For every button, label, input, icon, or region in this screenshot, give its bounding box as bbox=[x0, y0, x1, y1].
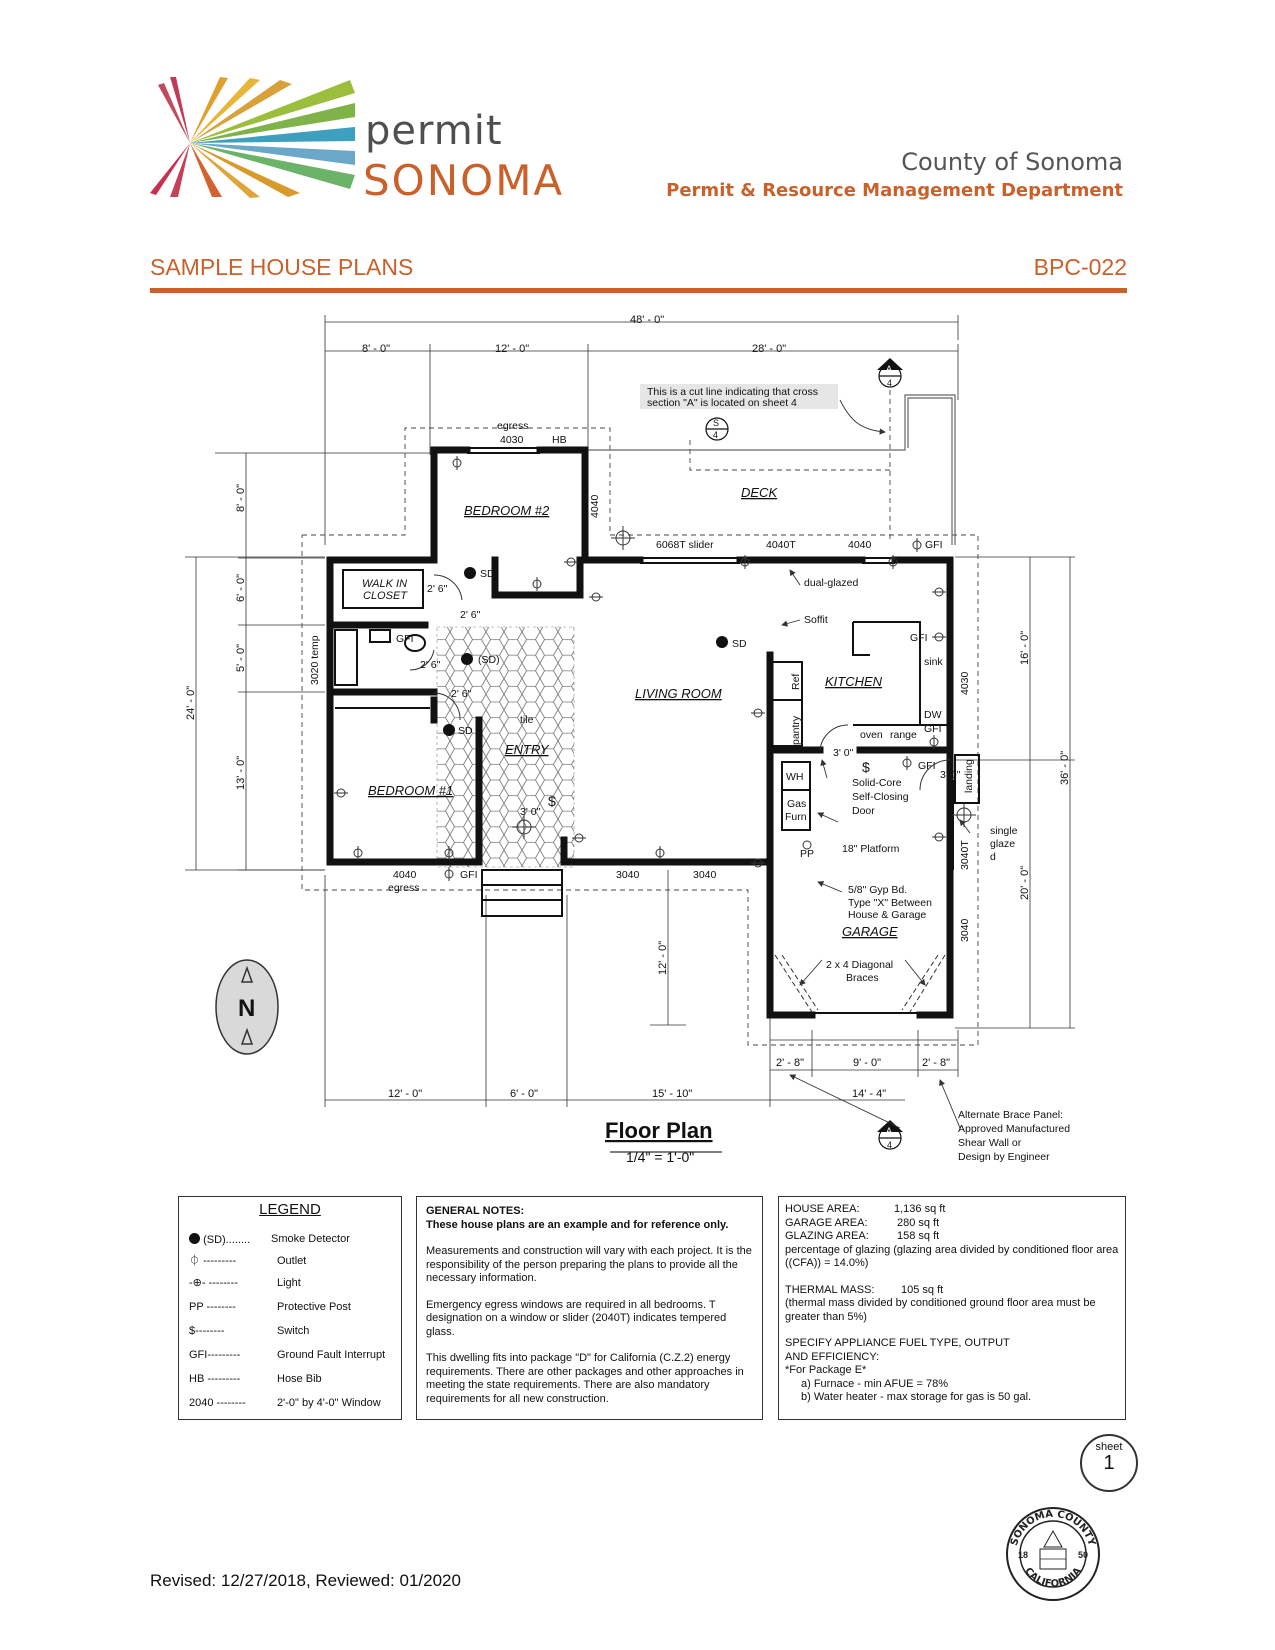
label-soffit: Soffit bbox=[804, 614, 828, 626]
legend-sym-light: -------- bbox=[208, 1277, 238, 1289]
label-switch-entry: $ bbox=[548, 793, 556, 809]
label-gfi-deck: GFI bbox=[925, 539, 943, 551]
notes-subheading: These house plans are an example and for reference only. bbox=[426, 1218, 729, 1231]
legend-title: LEGEND bbox=[259, 1201, 321, 1218]
fuel-furnace: a) Furnace - min AFUE = 78% bbox=[801, 1377, 949, 1390]
label-gyp-3: House & Garage bbox=[848, 909, 927, 921]
label-tile: tile bbox=[520, 714, 534, 726]
room-closet-a: WALK IN bbox=[362, 578, 408, 590]
label-window-4040t: 4040T bbox=[766, 539, 796, 551]
roof-line-dashed bbox=[302, 390, 978, 1045]
dim-porch-12: 12' - 0" bbox=[657, 940, 669, 975]
label-section-4-bottom: 4 bbox=[887, 1140, 893, 1150]
legend-label-gfi: Ground Fault Interrupt bbox=[277, 1349, 386, 1361]
label-sink: sink bbox=[924, 656, 943, 668]
label-door-landing: 3' 0" bbox=[940, 769, 961, 781]
brand-permit: permit bbox=[365, 108, 503, 154]
glazing-area-value: 158 sq ft bbox=[897, 1230, 940, 1242]
seal-year-left: 18 bbox=[1018, 1550, 1029, 1560]
label-oven: oven bbox=[860, 729, 883, 741]
smoke-detector-icon bbox=[189, 1233, 200, 1244]
label-window-3040-b: 3040 bbox=[693, 869, 717, 881]
label-dual-glazed: dual-glazed bbox=[804, 577, 859, 589]
label-alt-brace-1: Alternate Brace Panel: bbox=[958, 1109, 1064, 1121]
label-gyp-1: 5/8" Gyp Bd. bbox=[848, 884, 908, 896]
dim-garage-a: 2' - 8" bbox=[776, 1057, 805, 1069]
label-window-4030-top: 4030 bbox=[500, 434, 524, 446]
department-name: Permit & Resource Management Department bbox=[666, 180, 1123, 201]
label-section-a-top: A bbox=[886, 364, 893, 374]
notes-paragraph-3: This dwelling fits into package "D" for California (C.Z.2) energy requirements. There are other packages and other approaches in meeting the state requirements. There are also mandatory requirements for all new construction. bbox=[426, 1352, 744, 1405]
label-dishwasher: DW bbox=[924, 709, 942, 721]
label-gfi-kitchen: GFI bbox=[910, 632, 928, 644]
label-door-entry: 3' 0" bbox=[520, 806, 541, 818]
floor-plan-drawing bbox=[0, 300, 1275, 1180]
legend-sym-outlet: --------- bbox=[203, 1255, 237, 1267]
garage-area-label: GARAGE AREA: bbox=[785, 1216, 868, 1229]
legend-label-switch: Switch bbox=[277, 1325, 310, 1337]
room-bedroom-1: BEDROOM #1 bbox=[368, 783, 454, 798]
dim-bottom-15: 15' - 10" bbox=[652, 1088, 693, 1100]
general-notes-box bbox=[416, 1196, 763, 1420]
notes-paragraph-1: Measurements and construction will vary with each project. It is the responsibility of the person preparing the plans to provide all the necessary information. bbox=[426, 1245, 752, 1284]
notes-paragraph-2: Emergency egress windows are required in all bedrooms. T designation on a window or slider (2040T) indicates tempered glass. bbox=[426, 1298, 727, 1338]
label-ref: Ref bbox=[790, 673, 802, 690]
dim-top-c: 28' - 0" bbox=[752, 343, 787, 355]
revised-date: Revised: 12/27/2018, Reviewed: 01/2020 bbox=[150, 1571, 461, 1590]
brand-sonoma: SONOMA bbox=[363, 156, 565, 205]
label-single-glazed-3: d bbox=[990, 851, 996, 863]
label-section-s: S bbox=[713, 418, 720, 428]
label-gfi-bath: GFI bbox=[396, 633, 414, 645]
label-window-3040-garage: 3040 bbox=[959, 918, 971, 942]
outlet-icon: ⏀ bbox=[189, 1255, 200, 1267]
dim-bottom-14: 14' - 4" bbox=[852, 1088, 887, 1100]
label-window-4040-side: 4040 bbox=[589, 494, 601, 518]
label-single-glazed-2: glaze bbox=[990, 838, 1016, 850]
label-window-3040-a: 3040 bbox=[616, 869, 640, 881]
legend-row-light bbox=[189, 1277, 301, 1291]
label-alt-brace-3: Shear Wall or bbox=[958, 1137, 1022, 1149]
label-window-4030-kitchen: 4030 bbox=[959, 671, 971, 695]
label-window-3040t: 3040T bbox=[959, 840, 971, 870]
room-entry: ENTRY bbox=[505, 742, 549, 757]
dim-left-6: 6' - 0" bbox=[235, 573, 247, 602]
label-water-heater: WH bbox=[786, 771, 804, 783]
legend-sym-window: 2040 -------- bbox=[189, 1397, 246, 1409]
county-name: County of Sonoma bbox=[901, 148, 1123, 176]
dim-top-b: 12' - 0" bbox=[495, 343, 530, 355]
label-solid-core-3: Door bbox=[852, 805, 875, 817]
legend-label-light: Light bbox=[277, 1277, 301, 1289]
label-sd-bedroom2: SD bbox=[480, 568, 495, 580]
dim-left-8: 8' - 0" bbox=[235, 483, 247, 512]
legend-row-smoke bbox=[189, 1233, 350, 1248]
dim-bottom-12: 12' - 0" bbox=[388, 1088, 423, 1100]
label-section-4-mid: 4 bbox=[713, 430, 719, 440]
label-section-4-top: 4 bbox=[887, 378, 893, 388]
label-braces-2: Braces bbox=[846, 972, 879, 984]
legend-row-switch bbox=[189, 1325, 310, 1339]
label-hose-bib: HB bbox=[552, 434, 567, 446]
notes-heading: GENERAL NOTES: bbox=[426, 1205, 525, 1217]
legend-sym-gfi: GFI--------- bbox=[189, 1349, 241, 1361]
section-cut-line bbox=[580, 395, 955, 545]
label-3020-temp: 3020 temp bbox=[309, 635, 321, 685]
seal-bottom-text: CALIFORNIA bbox=[1022, 1565, 1084, 1590]
room-closet-b: CLOSET bbox=[363, 590, 408, 602]
room-kitchen: KITCHEN bbox=[825, 674, 883, 689]
glazing-area-label: GLAZING AREA: bbox=[785, 1230, 869, 1242]
label-sd-bedroom1: SD bbox=[458, 725, 473, 737]
fuel-water-heater: b) Water heater - max storage for gas is 50 gal. bbox=[801, 1391, 1032, 1403]
header-rule bbox=[150, 288, 1127, 293]
label-single-glazed-1: single bbox=[990, 825, 1018, 837]
label-switch-garage: $ bbox=[862, 759, 870, 775]
legend-box bbox=[178, 1196, 402, 1420]
legend-row-gfi bbox=[189, 1349, 386, 1363]
label-solid-core-1: Solid-Core bbox=[852, 777, 902, 789]
thermal-mass-note: (thermal mass divided by conditioned ground floor area must be greater than 5%) bbox=[785, 1297, 1096, 1323]
label-protective-post: PP bbox=[800, 848, 815, 860]
north-label: N bbox=[238, 995, 256, 1022]
fuel-line-3: *For Package E* bbox=[785, 1364, 867, 1376]
dim-right-20: 20' - 0" bbox=[1019, 865, 1031, 900]
legend-row-hose-bib bbox=[189, 1373, 322, 1387]
label-sd-paren: (SD) bbox=[478, 654, 500, 666]
dim-left-24: 24' - 0" bbox=[185, 685, 197, 720]
label-gfi-dw: GFI bbox=[924, 723, 942, 735]
dim-total-width: 48' - 0" bbox=[630, 314, 665, 326]
dim-left-5: 5' - 0" bbox=[235, 643, 247, 672]
fuel-line-2: AND EFFICIENCY: bbox=[785, 1350, 880, 1363]
sunburst-logo-icon bbox=[150, 75, 360, 200]
label-gfi-garage: GFI bbox=[918, 760, 936, 772]
area-stats-box bbox=[778, 1196, 1126, 1420]
legend-label-post: Protective Post bbox=[277, 1301, 351, 1313]
label-window-4040: 4040 bbox=[848, 539, 872, 551]
legend-label-smoke: Smoke Detector bbox=[271, 1233, 350, 1245]
label-door-bath: 2' 6" bbox=[420, 659, 441, 671]
label-sd-living: SD bbox=[732, 638, 747, 650]
label-door-closet: 2' 6" bbox=[427, 583, 448, 595]
thermal-mass-value: 105 sq ft bbox=[901, 1283, 944, 1296]
label-section-a-bottom: A bbox=[886, 1126, 893, 1136]
legend-sym-smoke: (SD)........ bbox=[203, 1234, 251, 1246]
thermal-mass-label: THERMAL MASS: bbox=[785, 1283, 875, 1296]
label-door-bedroom1: 2' 6" bbox=[451, 688, 472, 700]
house-area-label: HOUSE AREA: bbox=[785, 1203, 860, 1215]
dim-garage-b: 9' - 0" bbox=[853, 1057, 882, 1069]
label-platform: 18" Platform bbox=[842, 843, 900, 855]
dimension-lines bbox=[185, 315, 1075, 1107]
garage-area-value: 280 sq ft bbox=[897, 1216, 940, 1229]
floor-plan-title: Floor Plan bbox=[605, 1118, 713, 1143]
document-code: BPC-022 bbox=[1033, 254, 1127, 280]
label-door-bedroom2: 2' 6" bbox=[460, 609, 481, 621]
legend-row-post bbox=[189, 1301, 351, 1315]
legend-label-outlet: Outlet bbox=[277, 1255, 307, 1267]
dim-left-13: 13' - 0" bbox=[235, 755, 247, 790]
legend-label-window: 2'-0" by 4'-0" Window bbox=[277, 1397, 381, 1409]
sheet-label: sheet bbox=[1095, 1441, 1123, 1453]
glazing-note: percentage of glazing (glazing area divided by conditioned floor area ((CFA)) = 14.0%) bbox=[785, 1243, 1119, 1269]
legend-row-outlet bbox=[189, 1255, 307, 1269]
label-window-4040-bed1: 4040 bbox=[393, 869, 417, 881]
sheet-number-badge bbox=[1080, 1434, 1138, 1492]
label-pantry: pantry bbox=[790, 715, 802, 745]
dim-top-a: 8' - 0" bbox=[362, 343, 391, 355]
seal-top-text: SONOMA COUNTY bbox=[1009, 1508, 1097, 1548]
label-cut-note-2: section "A" is located on sheet 4 bbox=[647, 397, 797, 409]
label-alt-brace-2: Approved Manufactured bbox=[958, 1123, 1071, 1135]
document-title: SAMPLE HOUSE PLANS bbox=[150, 254, 414, 280]
label-range: range bbox=[890, 729, 917, 741]
label-gfi-front: GFI bbox=[460, 869, 478, 881]
label-egress-bottom: egress bbox=[388, 882, 420, 894]
floor-plan-scale: 1/4" = 1'-0" bbox=[626, 1149, 695, 1165]
room-deck: DECK bbox=[741, 485, 778, 500]
legend-sym-post: PP -------- bbox=[189, 1301, 236, 1313]
label-solid-core-2: Self-Closing bbox=[852, 791, 909, 803]
light-icon: -⊕- bbox=[189, 1277, 206, 1289]
legend-sym-switch: $-------- bbox=[189, 1325, 225, 1337]
label-furnace: Furn bbox=[785, 811, 807, 823]
dim-right-36: 36' - 0" bbox=[1059, 750, 1071, 785]
label-alt-brace-4: Design by Engineer bbox=[958, 1151, 1050, 1163]
label-cut-note-1: This is a cut line indicating that cross bbox=[647, 386, 818, 398]
dim-right-16: 16' - 0" bbox=[1019, 630, 1031, 665]
room-living: LIVING ROOM bbox=[635, 686, 722, 701]
sheet-number: 1 bbox=[1103, 1452, 1115, 1474]
label-slider: 6068T slider bbox=[656, 539, 714, 551]
house-area-value: 1,136 sq ft bbox=[894, 1203, 946, 1215]
dim-garage-c: 2' - 8" bbox=[922, 1057, 951, 1069]
room-bedroom-2: BEDROOM #2 bbox=[464, 503, 550, 518]
label-landing: landing bbox=[963, 759, 975, 793]
dim-bottom-6: 6' - 0" bbox=[510, 1088, 539, 1100]
label-door-garage: 3' 0" bbox=[833, 747, 854, 759]
fuel-line-1: SPECIFY APPLIANCE FUEL TYPE, OUTPUT bbox=[785, 1337, 1010, 1349]
label-egress-top: egress bbox=[497, 420, 529, 432]
room-garage: GARAGE bbox=[842, 924, 898, 939]
legend-sym-hose-bib: HB --------- bbox=[189, 1373, 241, 1385]
county-seal-icon bbox=[1004, 1505, 1102, 1603]
seal-year-right: 50 bbox=[1078, 1550, 1089, 1560]
label-gas: Gas bbox=[787, 798, 807, 810]
label-braces-1: 2 x 4 Diagonal bbox=[826, 959, 894, 971]
label-gyp-2: Type "X" Between bbox=[848, 897, 932, 909]
legend-label-hose-bib: Hose Bib bbox=[277, 1373, 322, 1385]
legend-row-window bbox=[189, 1397, 381, 1411]
